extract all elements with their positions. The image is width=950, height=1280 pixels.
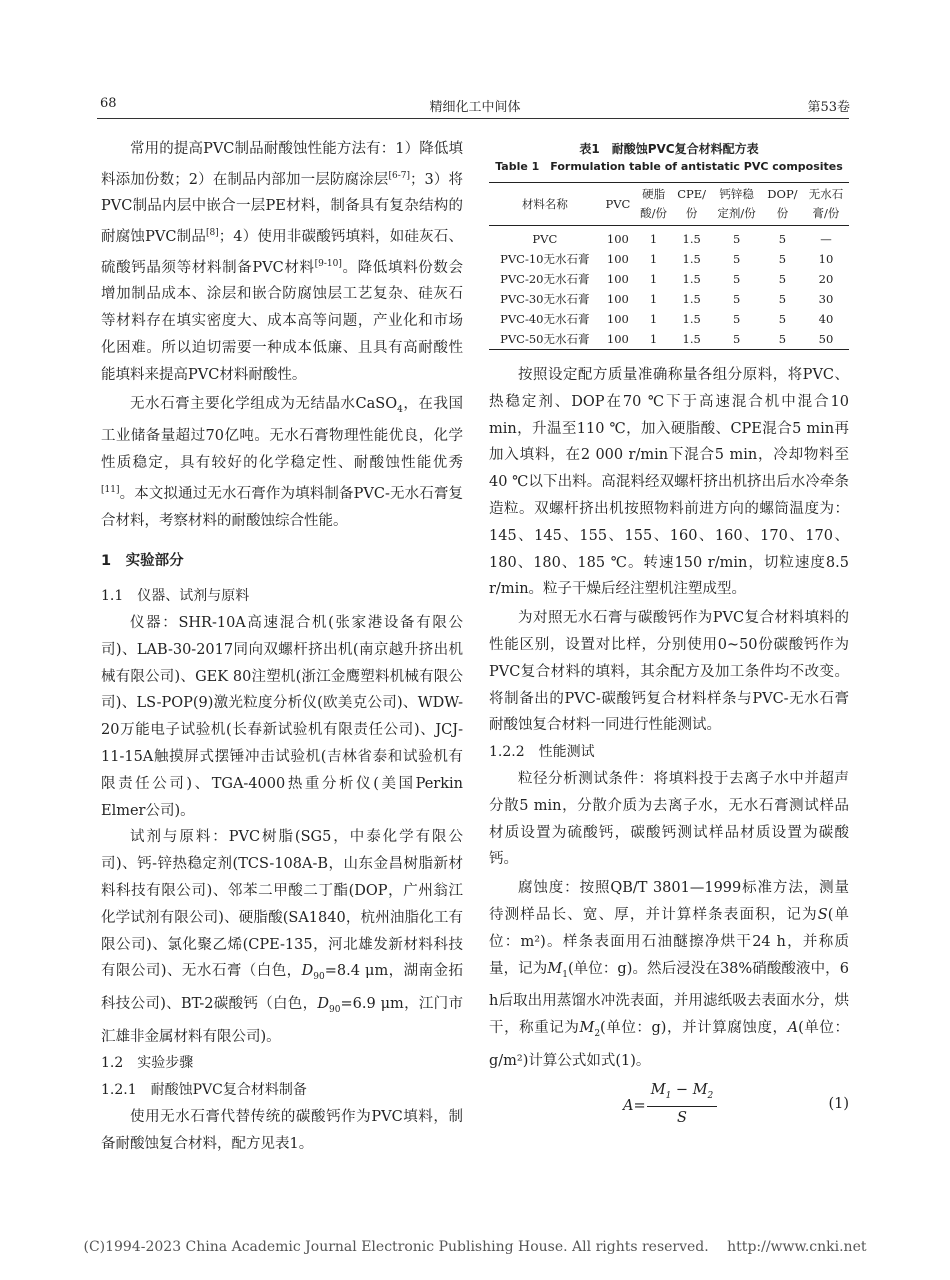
preparation-paragraph: 使用无水石膏代替传统的碳酸钙作为PVC填料，制备耐酸蚀复合材料，配方见表1。 — [101, 1109, 463, 1152]
table-header-text: CPE/ — [677, 187, 707, 201]
table-cell: 100 — [601, 329, 635, 350]
copyright-footer: (C)1994-2023 China Academic Journal Electronic Publishing House. All rights reserved. http://www.cnki.net — [83, 1239, 867, 1255]
table-cell: 100 — [606, 272, 629, 286]
formula-denominator: S — [677, 1110, 687, 1127]
subsection-heading-1-2-1: 1.2.1 耐酸蚀PVC复合材料制备 — [101, 1082, 307, 1099]
table-cell: 1 — [649, 292, 658, 306]
table-cell: 5 — [762, 329, 803, 350]
page-number: 68 — [100, 96, 117, 111]
formula-1 — [489, 1079, 849, 1129]
table-header-text: 份 — [685, 206, 698, 220]
table-cell: 100 — [606, 252, 629, 266]
table-cell: 100 — [606, 232, 629, 246]
table-cell: PVC — [532, 232, 558, 246]
formula-numerator: $M_1 - M_2$ — [647, 1079, 717, 1108]
instruments-paragraph: 仪器：SHR-10A高速混合机(张家港设备有限公司)、LAB-30-2017同向双螺杆挤出机(南京越升挤出机械有限公司)、GEK 80注塑机(浙江金鹰塑料机械有限公司)、LS-POP(9)激光粒度分析仪(欧美克公司)、WDW-20万能电子试验机(长春新试验机有限责任公司)、JCJ-11-15A触摸屏式摆锤冲击试验机(吉林省泰和试验机有限责任公司)、TGA-4000热重分析仪(美国Perkin Elmer公司)。 — [101, 614, 463, 819]
table-cell: 100 — [606, 312, 629, 326]
table-cell: 1.5 — [682, 252, 701, 266]
intro-paragraph-2: 无水石膏主要化学组成为无结晶水CaSO$_4$，在我国工业储备量超过70亿吨。无水石膏物理性能优良，化学性质稳定，具有较好的化学稳定性、耐酸蚀性能优秀[11]。本文拟通过无水石膏作为填料制备PVC-无水石膏复合材料，考察材料的耐酸蚀综合性能。 — [101, 395, 464, 529]
table-cell: 5 — [778, 232, 787, 246]
table-cell: 5 — [732, 312, 741, 326]
table-header-row — [489, 183, 849, 226]
table-caption-cn: 表1 耐酸蚀PVC复合材料配方表 — [579, 142, 759, 156]
corrosion-paragraph: 腐蚀度：按照QB/T 3801—1999标准方法，测量待测样品长、宽、厚，并计算样条表面积，记为S(单位：m²)。样条表面用石油醚擦净烘干24 h，并称质量，记为$M_1$(单位：g)。然后浸没在38%硝酸酸液中，6 h后取出用蒸馏水冲洗表面，并用滤纸吸去表面水分，烘干，称重记为$M_2$(单位：g)，并计算腐蚀度，A(单位：g/m²)计算公式如式(1)。 — [489, 880, 849, 1069]
table-cell: 5 — [732, 272, 741, 286]
header-rule — [97, 118, 849, 119]
table-cell: PVC-40无水石膏 — [500, 312, 590, 326]
reagents-paragraph: 试剂与原料：PVC树脂(SG5，中泰化学有限公司)、钙-锌热稳定剂(TCS-108A-B，山东金昌树脂新材料科技有限公司)、邻苯二甲酸二丁酯(DOP，广州翁江化学试剂有限公司)、硬脂酸(SA1840，杭州油脂化工有限公司)、氯化聚乙烯(CPE-135，河北雄发新材料科技有限公司)、无水石膏（白色，$D_{90}=8.4$ μm，湖南金拓科技公司)、BT-2碳酸钙（白色，$D_{90}=6.9$ μm，江门市汇雄非金属材料有限公司)。 — [101, 829, 464, 1045]
table-cell: 1.5 — [682, 232, 701, 246]
table-cell: 1 — [649, 252, 658, 266]
table-caption-en: Table 1 Formulation table of antistatic PVC composites — [495, 160, 843, 173]
table-cell: 1.5 — [682, 272, 701, 286]
left-column — [101, 136, 463, 1158]
table-cell: 5 — [711, 329, 762, 350]
table-header-text: 份 — [776, 206, 789, 220]
table-header-text: 硬脂 — [642, 187, 666, 201]
table-cell: 30 — [818, 292, 834, 306]
subsection-heading-1-2-2: 1.2.2 性能测试 — [489, 744, 595, 761]
table-header-cell — [762, 183, 803, 226]
comparison-paragraph: 为对照无水石膏与碳酸钙作为PVC复合材料填料的性能区别，设置对比样，分别使用0~50份碳酸钙作为PVC复合材料的填料，其余配方及加工条件均不改变。将制备出的PVC-碳酸钙复合材料样条与PVC-无水石膏耐酸蚀复合材料一同进行性能测试。 — [489, 610, 849, 734]
table-header-cell — [635, 183, 672, 226]
intro-paragraph-1: 常用的提高PVC制品耐酸蚀性能方法有：1）降低填料添加份数；2）在制品内部加一层防腐涂层[6-7]；3）将PVC制品内层中嵌合一层PE材料，制备具有复杂结构的耐腐蚀PVC制品[8]；4）使用非碳酸钙填料，如硅灰石、硫酸钙晶须等材料制备PVC材料[9-10]。降低填料份数会增加制品成本、涂层和嵌合防腐蚀层工艺复杂、硅灰石等材料存在填实密度大、成本高等问题，产业化和市场化困难。所以迫切需要一种成本低廉、且具有高耐酸性能填料来提高PVC材料耐酸性。 — [101, 141, 464, 383]
table-cell: 10 — [818, 252, 834, 266]
table-cell: PVC-20无水石膏 — [500, 272, 590, 286]
table-header-text: DOP/ — [767, 187, 798, 201]
table-cell: PVC-50无水石膏 — [489, 329, 601, 350]
table-cell: 100 — [606, 292, 629, 306]
table-cell: 5 — [778, 292, 787, 306]
formula-fraction — [647, 1079, 717, 1130]
formula-lhs: A= — [623, 1097, 646, 1114]
table-cell: — — [820, 232, 832, 246]
table-row — [489, 329, 849, 350]
volume-label: 第53卷 — [807, 100, 850, 115]
table-header-text: 膏/份 — [812, 206, 840, 220]
equation-number: (1) — [828, 1095, 849, 1112]
particle-size-paragraph: 粒径分析测试条件：将填料投于去离子水中并超声分散5 min，分散介质为去离子水，无水石膏测试样品材质设置为硫酸钙，碳酸钙测试样品材质设置为碳酸钙。 — [489, 770, 849, 868]
table-cell: 1 — [635, 329, 672, 350]
table-cell: 20 — [818, 272, 834, 286]
table-cell: 1.5 — [682, 312, 701, 326]
table-cell: 5 — [732, 292, 741, 306]
table-row — [489, 309, 849, 329]
subsection-heading-1-2: 1.2 实验步骤 — [101, 1055, 194, 1072]
table-row — [489, 226, 849, 250]
section-heading-1: 1 实验部分 — [101, 553, 184, 570]
table-header-text: PVC — [605, 196, 631, 211]
right-column — [489, 134, 849, 1129]
table-cell: 5 — [732, 252, 741, 266]
table-cell: 40 — [818, 312, 834, 326]
table-header-text: 酸/份 — [640, 206, 668, 220]
table-cell: PVC-30无水石膏 — [500, 292, 590, 306]
table-cell: 1.5 — [682, 292, 701, 306]
table-header-cell — [601, 183, 635, 226]
table-header-cell — [803, 183, 849, 226]
table-row — [489, 249, 849, 269]
table-cell: 5 — [732, 232, 741, 246]
formulation-table — [489, 182, 849, 350]
subsection-heading-1-1: 1.1 仪器、试剂与原料 — [101, 588, 250, 605]
table-cell: 1.5 — [672, 329, 711, 350]
table-cell: 1 — [649, 232, 658, 246]
table-header-text: 材料名称 — [521, 196, 568, 211]
table-header-text: 钙锌稳 — [719, 187, 754, 201]
table-row — [489, 289, 849, 309]
process-paragraph: 按照设定配方质量准确称量各组分原料，将PVC、热稳定剂、DOP在70 ℃下于高速混合机中混合10 min，升温至110 ℃，加入硬脂酸、CPE混合5 min再加入填料，在2 000 r/min下混合5 min，冷却物料至40 ℃以下出料。高混料经双螺杆挤出机挤出后水冷牵条造粒。双螺杆挤出机按照物料前进方向的螺筒温度为：145、145、155、155、160、160、170、170、180、180、185 ℃。转速150 r/min，切粒速度8.5 r/min。粒子干燥后经注塑机注塑成型。 — [489, 367, 849, 598]
table-cell: 1 — [649, 272, 658, 286]
table-cell: PVC-10无水石膏 — [500, 252, 590, 266]
table-header-text: 定剂/份 — [717, 206, 756, 220]
journal-title: 精细化工中间体 — [429, 100, 521, 115]
table-cell: 5 — [778, 272, 787, 286]
table-cell: 5 — [778, 312, 787, 326]
table-header-cell — [711, 183, 762, 226]
table-cell: 1 — [649, 312, 658, 326]
table-header-cell — [489, 183, 601, 226]
table-cell: 5 — [778, 252, 787, 266]
table-cell: 50 — [803, 329, 849, 350]
table-header-cell — [672, 183, 711, 226]
table-row — [489, 269, 849, 289]
table-header-text: 无水石 — [808, 187, 844, 201]
